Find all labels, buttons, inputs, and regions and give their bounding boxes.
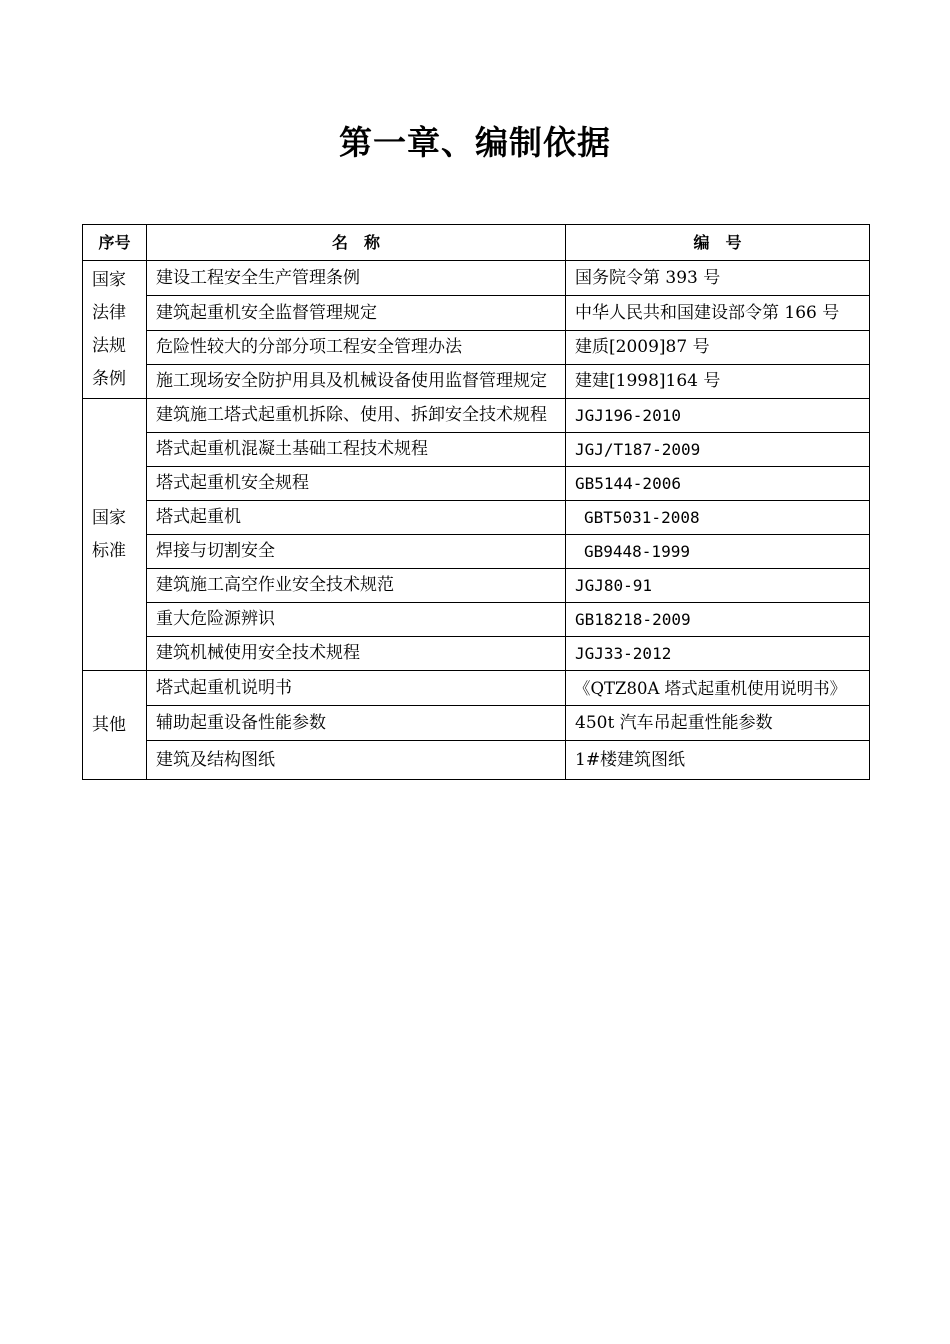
table-row	[83, 296, 870, 331]
table-row	[83, 603, 870, 637]
row-name: 建筑及结构图纸	[147, 741, 566, 780]
table-row	[83, 671, 870, 706]
row-code: 国务院令第 393 号	[566, 261, 870, 296]
row-name: 塔式起重机说明书	[147, 671, 566, 706]
table-header-row	[83, 225, 870, 261]
header-seq: 序号	[83, 225, 147, 261]
row-name: 建筑机械使用安全技术规程	[147, 637, 566, 671]
row-code: JGJ/T187-2009	[566, 433, 870, 467]
category-cell-law: 国家法律法规条例	[83, 261, 147, 399]
table-row	[83, 706, 870, 741]
header-name: 名 称	[147, 225, 566, 261]
header-code: 编 号	[566, 225, 870, 261]
table-row	[83, 741, 870, 780]
row-name: 危险性较大的分部分项工程安全管理办法	[147, 331, 566, 365]
row-name: 重大危险源辨识	[147, 603, 566, 637]
row-code: GB5144-2006	[566, 467, 870, 501]
table-row	[83, 501, 870, 535]
table-row	[83, 433, 870, 467]
row-name: 塔式起重机安全规程	[147, 467, 566, 501]
table-row	[83, 365, 870, 399]
row-name: 建筑施工塔式起重机拆除、使用、拆卸安全技术规程	[147, 399, 566, 433]
row-code: 1#楼建筑图纸	[566, 741, 870, 780]
row-name: 塔式起重机混凝土基础工程技术规程	[147, 433, 566, 467]
row-name: 焊接与切割安全	[147, 535, 566, 569]
basis-table	[82, 224, 870, 780]
row-code: JGJ196-2010	[566, 399, 870, 433]
row-name: 建设工程安全生产管理条例	[147, 261, 566, 296]
row-name: 辅助起重设备性能参数	[147, 706, 566, 741]
row-name: 建筑施工高空作业安全技术规范	[147, 569, 566, 603]
row-code: 450t 汽车吊起重性能参数	[566, 706, 870, 741]
row-code: JGJ80-91	[566, 569, 870, 603]
row-code: 建建[1998]164 号	[566, 365, 870, 399]
category-cell-standard: 国家标准	[83, 399, 147, 671]
row-code: GB9448-1999	[566, 535, 870, 569]
row-code: 建质[2009]87 号	[566, 331, 870, 365]
page-title: 第一章、编制依据	[339, 123, 611, 162]
category-cell-other: 其他	[83, 671, 147, 780]
table-row	[83, 261, 870, 296]
table-row	[83, 535, 870, 569]
table-row	[83, 399, 870, 433]
row-code: 《QTZ80A 塔式起重机使用说明书》	[566, 671, 870, 706]
row-code: JGJ33-2012	[566, 637, 870, 671]
row-name: 塔式起重机	[147, 501, 566, 535]
row-code: 中华人民共和国建设部令第 166 号	[566, 296, 870, 331]
row-code: GB18218-2009	[566, 603, 870, 637]
row-code: GBT5031-2008	[566, 501, 870, 535]
row-name: 建筑起重机安全监督管理规定	[147, 296, 566, 331]
row-name: 施工现场安全防护用具及机械设备使用监督管理规定	[147, 365, 566, 399]
table-row	[83, 331, 870, 365]
table-row	[83, 569, 870, 603]
table-row	[83, 467, 870, 501]
table-row	[83, 637, 870, 671]
